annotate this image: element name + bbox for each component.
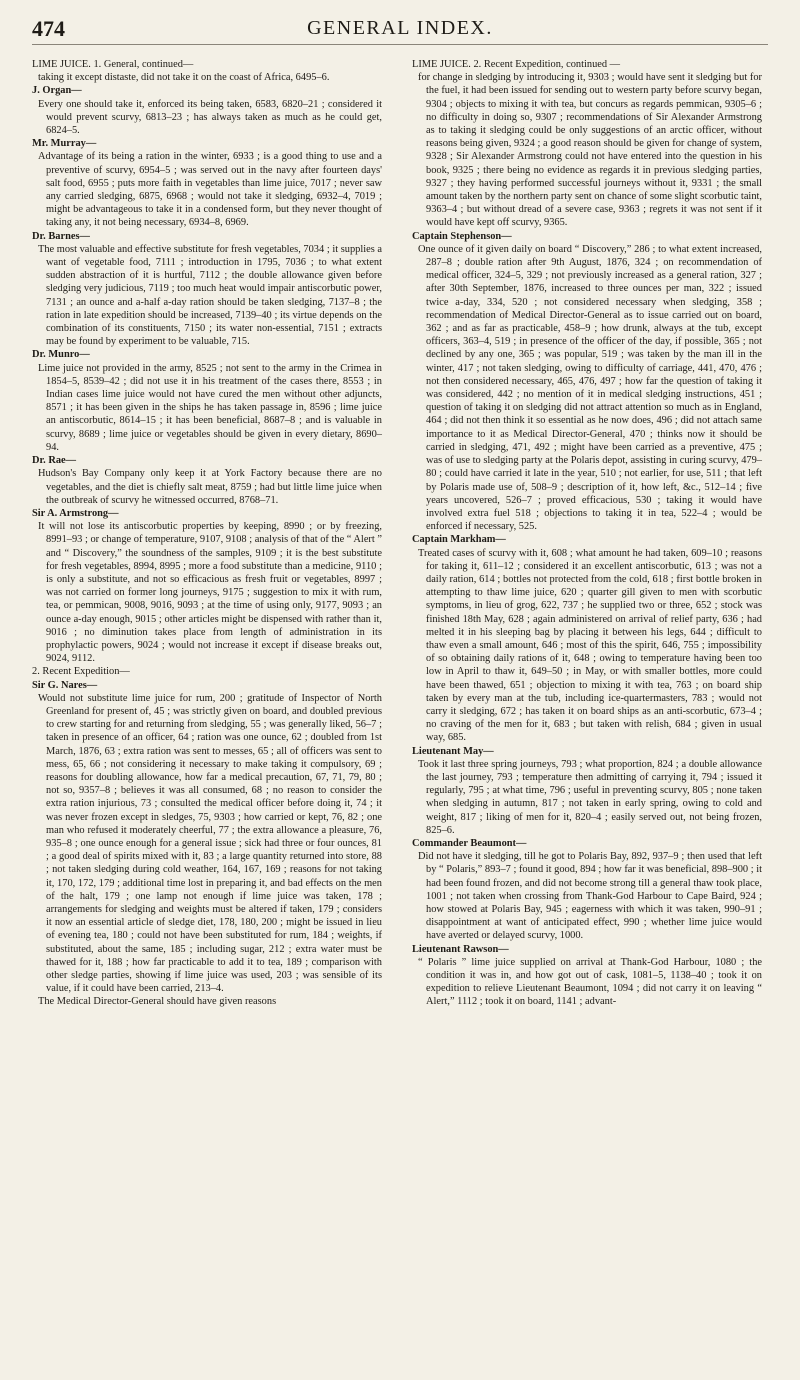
index-entry: The most valuable and effective substitute for fresh vegetables, 7034 ; it supplies a want of vegetable food, 7111 ; introduction in 1795, 7036 ; to what extent sudden abstraction of it is hurtful, 7112 ; the double allowance given before sledging very judicious, 7119 ; too much heat would impair antiscorbutic power, 7131 ; an ounce and a-half a-day ration should be taken sledging, 7137–8 ; the ration in late expedition should be increased, 7139–40 ; its virtue depends on the combination of its constituents, 7150 ; its water non-essential, 7151 ; extracts may be found by experiment to be valuable, 715. — [38, 243, 382, 348]
right-column — [412, 58, 762, 1009]
witness-name: Lieutenant May— — [412, 745, 494, 757]
index-entry: The Medical Director-General should have given reasons — [38, 996, 277, 1008]
index-entry: Hudson's Bay Company only keep it at York Factory because there are no vegetables, and the diet is chiefly salt meat, 8759 ; had but little lime juice when the outbreak of scurvy he witnessed occurred, 8768–71. — [38, 468, 382, 506]
witness-name: Lieutenant Rawson— — [412, 943, 509, 955]
index-entry: Every one should take it, enforced its being taken, 6583, 6820–21 ; considered it would prevent scurvy, 6813–23 ; has always taken as much as he could get, 6824–5. — [38, 98, 382, 137]
page-number: 474 — [32, 16, 65, 41]
index-entry: Took it last three spring journeys, 793 ; what proportion, 824 ; a double allowance the last journey, 793 ; temperature then admitting of carrying it, 794 ; issued it regularly, 795 ; at what time, 796 ; useful in preventing scurvy, 805 ; none taken when sledging in autumn, 817 ; not taken in early spring, owing to cold and weight, 817 ; liking of men for it, 820–4 ; easily served out, not being frozen, 825–6. — [418, 758, 762, 836]
page-title: GENERAL INDEX. — [307, 17, 493, 39]
witness-name: Mr. Murray— — [32, 138, 97, 150]
index-heading: 2. Recent Expedition— — [32, 666, 130, 678]
index-entry: Advantage of its being a ration in the winter, 6933 ; is a good thing to use and a preventive of scurvy, 6954–5 ; was served out in the navy after fourteen days' salt food, 6955 ; puts more faith in vegetables than lime juice, 7017 ; never saw any carried sledging, 6875, 6968 ; would not take it sledging, 6932–4, 7019 ; might be advantageous to take it in a condensed form, but they never thought of taking any, it not being necessary, 6934–8, 6969. — [38, 151, 382, 229]
index-entry: One ounce of it given daily on board “ Discovery,” 286 ; to what extent increased, 287–8 ; double ration after 9th August, 1876, 324 ; on recommendation of medical officer, 324–5, 329 ; not previously increased as a general ration, 327 ; after 30th September, 1876, increased to three ounces per man, 322 ; issued twice a-day, 334, 520 ; not considered necessary when sledging, 358 ; recommendation of Medical Director-General as to issue carried out on board, 362 ; and as far as practicable, 458–9 ; how drunk, always at the tub, except officers, 363–4, 519 ; in presence of the officer of the day, if possible, 365 ; not declined by any one, 365 ; was popular, 519 ; was taken by the man ill in the winter, 417 ; not taken sledging, owing to difficulty of carriage, 441, 470, 476 ; not then considered necessary, 465, 476, 497 ; how far the question of taking it was considered, 442 ; no mention of it in medical sledging instructions, 451 ; question of taking it on sledging did not attract attention so much as in England, 464 ; did not then think it so essential as he now does, 496 ; did not attach same importance to it as Medical Director-General, 470 ; thinks now it should be carried in sledging, 471, 492 ; might have been carried as a preventive, 475 ; was of use to sledging party at the Polaris depot, assisting in curing scurvy, 479–80 ; could have carried it late in the year, 510 ; not earlier, for use, 511 ; that left by Polaris made use of, 508–9 ; description of it, how left, &c., 512–14 ; five years uncovered, 526–7 ; proved efficacious, 530 ; taking it would have involved extra fuel 518 ; objections to taking it in tea, 522–4 ; would be enforced if necessary, 525. — [418, 243, 762, 533]
witness-name: Commander Beaumont— — [412, 837, 527, 849]
left-column — [32, 58, 382, 1009]
witness-name: Captain Stephenson— — [412, 230, 512, 242]
index-entry: “ Polaris ” lime juice supplied on arrival at Thank-God Harbour, 1080 ; the condition it was in, and how got out of cask, 1081–5, 1138–40 ; took it on expedition to relieve Lieutenant Beaumont, 1094 ; did not carry it on leaving “ Alert,” 1112 ; took it on board, 1141 ; advant- — [418, 956, 762, 1008]
page-header — [32, 16, 768, 45]
index-entry: Would not substitute lime juice for rum, 200 ; gratitude of Inspector of North Greenland for present of, 45 ; was strictly given on board, and doubled previous to crew starting for and returning from sledging, 55 ; was generally liked, 56–7 ; taken in presence of an officer, 64 ; ration was one ounce, 62 ; doubled from 1st March, 1876, 63 ; extra ration was sent to messes, 65 ; all of officers was sent to mess, 65, 66 ; not considering it necessary to make taking it compulsory, 69 ; reasons for doubling allowance, how far a medical precaution, 67, 71, 79, 80 ; not so, 9357–8 ; believes it was all consumed, 68 ; no reason to consider the extra ration injurious, 73 ; consulted the medical officer before doing it, 74 ; it was never frozen except in sledges, 75, 9303 ; how carried or kept, 76, 82 ; one man who refused it moderately cheerful, 77 ; the extra allowance a pleasure, 76, 935–8 ; one ounce enough for a general issue ; sick had three or four ounces, 81 ; a good deal of spirits mixed with it, 83 ; a large quantity returned into store, 88 ; not taken sledging during cold weather, 164, 167, 169 ; reasons for not taking it, 170, 172, 179 ; additional time lost in preparing it, and bad effects on the men of the halt, 179 ; one lamp not enough if lime juice was taken, 178 ; arrangements for sledging and weights must be altered if taken, 179 ; considers it now an essential article of sledge diet, 178, 180, 200 ; might be issued in lieu of evening tea, 180 ; could not have been substituted for rum, 184 ; weights, if substituted, about the same, 185 ; including sugar, 212 ; extra water must be thawed for it, 188 ; how far practicable to add it to tea, 189 ; comparison with other sledge parties, showing if lime juice was used, 203 ; was sensible of its value, if it could have been carried, 213–4. — [38, 692, 382, 995]
witness-name: Sir A. Armstrong— — [32, 507, 119, 519]
witness-name: Captain Markham— — [412, 534, 506, 546]
index-entry: Treated cases of scurvy with it, 608 ; what amount he had taken, 609–10 ; reasons for taking it, 611–12 ; considered it an excellent antiscorbutic, 613 ; was not a daily ration, 614 ; bottles not protected from the cold, 618 ; first bottle broken in attempting to thaw lime juice, 620 ; quarter gill given to men with scorbutic symptoms, in lieu of grog, 622, 737 ; he supplied two or three, 652 ; stock was finished 18th May, 628 ; again administered on arrival of relief party, 636 ; had melted it in his sleeping bag by placing it between his legs, 644 ; difficult to thaw even a small amount, 646 ; most of this the spirit, 646, 755 ; impossibility of so obtaining daily rations of it, 648 ; owing to temperature having been too low in April to thaw it, 649–50 ; in May, or with smaller bottles, more could have been thawed, 651 ; objection to mixing it with tea, 763 ; on board ship taken by every man at the tub, including ice-quartermasters, 783 ; would not carry it sledging, 672 ; has taken it on board ships as an anti-scorbutic, 673–4 ; no craving of the men for it, 683 ; but taken with relish, 684 ; given in usual way, 685. — [418, 547, 762, 744]
witness-name: Dr. Barnes— — [32, 230, 90, 242]
index-entry: Lime juice not provided in the army, 8525 ; not sent to the army in the Crimea in 1854–5, 8539–42 ; did not use it in his treatment of the cases there, 8553 ; in Indian cases lime juice would not have cured the men without other adjuncts, 8571 ; it has been given in the ships he has taken passage in, 8596 ; lime juice an antiscorbutic, 8614–15 ; it has been beneficial, 8687–8 ; and is valuable in scurvy, 8689 ; lime juice or vegetables should be given in every dietary, 8690–94. — [38, 362, 382, 453]
witness-name: Sir G. Nares— — [32, 679, 98, 691]
index-entry: for change in sledging by introducing it, 9303 ; would have sent it sledging but for the fuel, it had been issued for sending out to western party before scurvy began, 9304 ; objects to mixing it with tea, but concurs as regards pemmican, 9305–6 ; no difficulty in doing so, 9307 ; recommendations of Sir Alexander Armstrong as to taking it sledging could be only suggestions of an arctic officer, without reasons being given, 9324 ; a good reason should be given for change of system, 9328 ; Sir Alexander Armstrong could not have entered into the question in his book, 9325 ; there being no evidence as regards it in previous sledging parties, 9327 ; they having performed successful journeys without it, 9331 ; the small amount taken by the northern party sent on chance of some slight scorbutic taint, 9363–4 ; but without dread of a severe case, 9363 ; regrets it was not sent if it would have kept off scurvy, 9365. — [418, 72, 762, 229]
index-heading: LIME JUICE. 1. General, continued— — [32, 59, 194, 70]
index-entry: Did not have it sledging, till he got to Polaris Bay, 892, 937–9 ; then used that left by “ Polaris,” 893–7 ; found it good, 894 ; how far it was beneficial, 898–900 ; it had been found frozen, and did not become strong till a general thaw took place, 1001 ; not taken when crossing from Thank-God Harbour to Cape Baird, 924 ; how stowed at Polaris Bay, 945 ; eagerness with which it was taken, 990–91 ; disappointment at want of anticipated effect, 990 ; whether lime juice would have averted or delayed scurvy, 1000. — [418, 851, 762, 942]
witness-name: Dr. Munro— — [32, 349, 90, 361]
witness-name: J. Organ— — [32, 85, 82, 97]
index-entry: taking it except distaste, did not take it on the coast of Africa, 6495–6. — [38, 72, 330, 84]
index-entry: It will not lose its antiscorbutic properties by keeping, 8990 ; or by freezing, 8991–93 ; or change of temperature, 9107, 9108 ; analysis of that of the “ Alert ” and “ Discovery,” the soundness of the samples, 9109 ; it is the best substitute for fresh vegetables, 8994, 8995 ; more a food substitute than a medicine, 9110 ; is only a substitute, and not so efficacious as fresh fruit or vegetables, 8997 ; was not carried on former long journeys, 9175 ; suggestion to mix it with rum, tea, or pemmican, 9008, 9016, 9093 ; at the time of using only, 9177, 9093 ; an ounce a-day enough, 9015 ; other articles might be dispensed with rather than it, 9016 ; no diminution takes place from length of administration in its prophylactic powers, 9024 ; would not increase it except if disease breaks out, 9024, 9112. — [38, 521, 382, 665]
index-heading: LIME JUICE. 2. Recent Expedition, continued — — [412, 59, 621, 70]
witness-name: Dr. Rae— — [32, 455, 77, 467]
